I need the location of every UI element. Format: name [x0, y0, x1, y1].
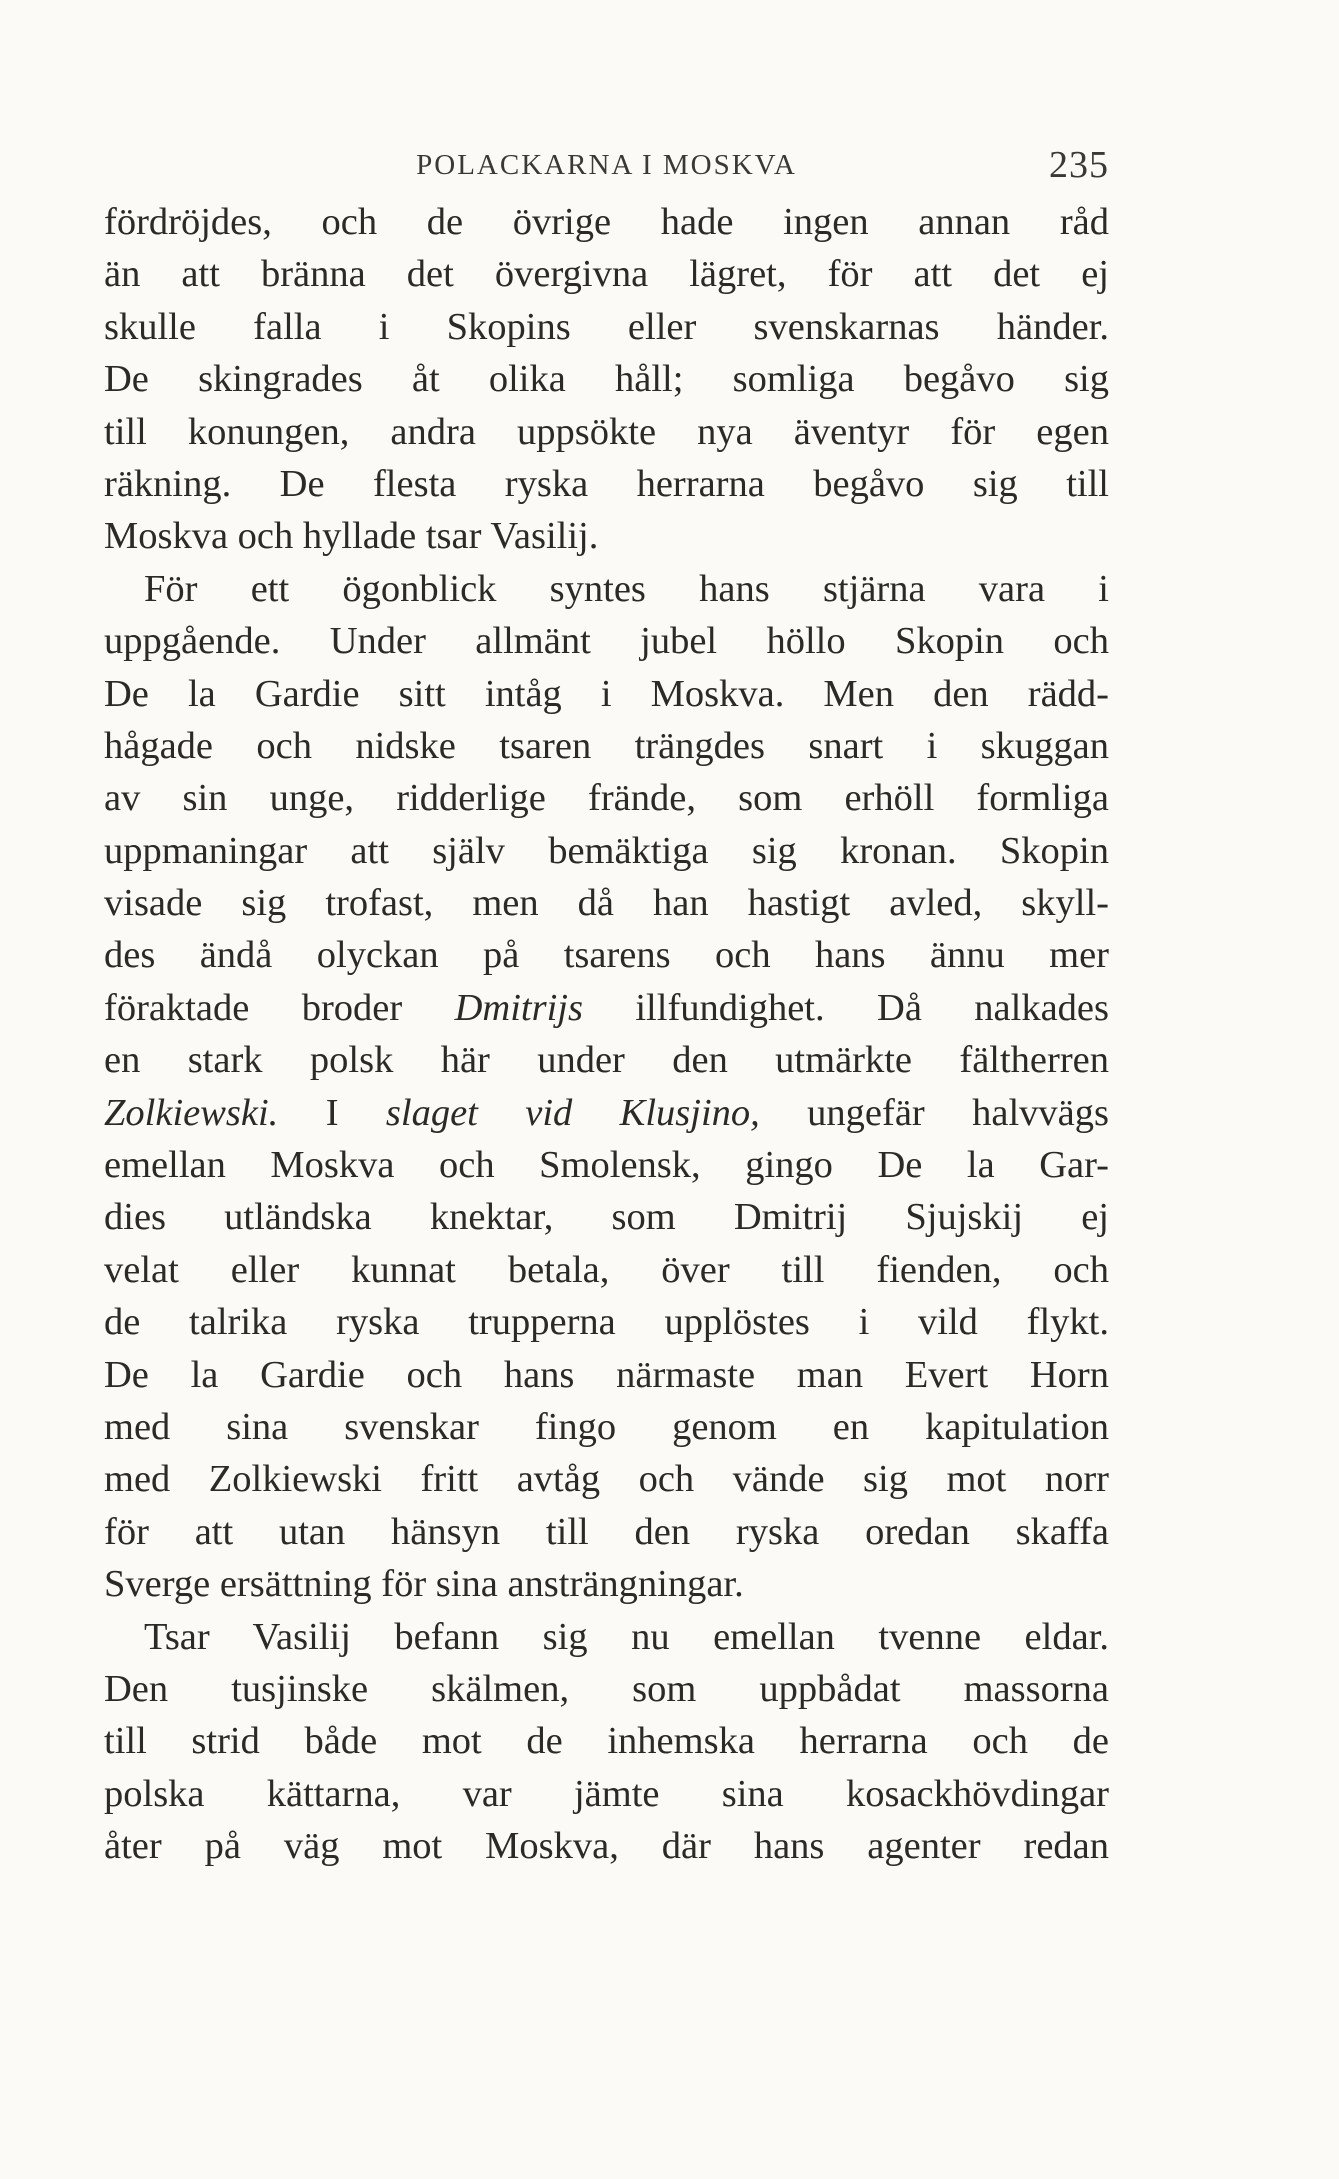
text-segment: De la Gardie och hans närmaste man Evert Horn	[104, 1353, 1109, 1396]
text-line	[104, 877, 1109, 929]
text-line	[104, 1715, 1109, 1767]
text-line	[104, 1244, 1109, 1296]
text-segment: föraktade broder	[104, 986, 455, 1029]
text-segment: med Zolkiewski fritt avtåg och vände sig mot norr	[104, 1458, 1109, 1501]
text-line	[104, 1191, 1109, 1243]
running-title: POLACKARNA I MOSKVA	[416, 149, 797, 181]
text-segment: de talrika ryska trupperna upplöstes i vild flykt.	[104, 1301, 1109, 1344]
text-line	[104, 406, 1109, 458]
text-segment: till konungen, andra uppsökte nya äventyr för egen	[104, 410, 1109, 453]
text-segment: uppgående. Under allmänt jubel höllo Skopin och	[104, 620, 1109, 663]
text-line	[104, 1139, 1109, 1191]
text-segment: för att utan hänsyn till den ryska oredan skaffa	[104, 1510, 1109, 1553]
page-number: 235	[1049, 144, 1109, 186]
text-segment: emellan Moskva och Smolensk, gingo De la Gar-	[104, 1144, 1109, 1187]
text-segment: Moskva och hyllade tsar Vasilij.	[104, 515, 599, 558]
text-line	[104, 615, 1109, 667]
text-segment: De skingrades åt olika håll; somliga begåvo sig	[104, 358, 1109, 401]
text-segment: hågade och nidske tsaren trängdes snart i skuggan	[104, 724, 1109, 767]
text-segment: med sina svenskar fingo genom en kapitulation	[104, 1405, 1109, 1448]
body-text	[104, 196, 1109, 1873]
italic-text-segment: Zolkiewski.	[104, 1091, 279, 1134]
text-segment: en stark polsk här under den utmärkte fältherren	[104, 1039, 1109, 1082]
text-segment: uppmaningar att själv bemäktiga sig kronan. Skopin	[104, 829, 1109, 872]
text-line	[104, 825, 1109, 877]
italic-text-segment: slaget vid Klusjino,	[385, 1091, 760, 1134]
text-line	[104, 458, 1109, 510]
text-line	[104, 1820, 1109, 1872]
text-line	[104, 353, 1109, 405]
text-segment: De la Gardie sitt intåg i Moskva. Men den rädd-	[104, 672, 1109, 715]
text-segment: ungefär halvvägs	[759, 1091, 1109, 1134]
text-line	[104, 563, 1109, 615]
text-segment: av sin unge, ridderlige frände, som erhöll formliga	[104, 777, 1109, 820]
text-segment: velat eller kunnat betala, över till fienden, och	[104, 1248, 1109, 1291]
text-line	[104, 1768, 1109, 1820]
text-segment: Den tusjinske skälmen, som uppbådat massorna	[104, 1667, 1109, 1710]
text-segment: skulle falla i Skopins eller svenskarnas händer.	[104, 305, 1109, 348]
text-line	[104, 196, 1109, 248]
text-line	[104, 301, 1109, 353]
text-line	[104, 1506, 1109, 1558]
text-line	[104, 1558, 1109, 1610]
text-segment: räkning. De flesta ryska herrarna begåvo sig till	[104, 462, 1109, 505]
text-segment: För ett ögonblick syntes hans stjärna vara i	[144, 567, 1109, 610]
text-segment: dies utländska knektar, som Dmitrij Sjujskij ej	[104, 1196, 1109, 1239]
text-segment: åter på väg mot Moskva, där hans agenter redan	[104, 1825, 1109, 1868]
text-line	[104, 929, 1109, 981]
text-line	[104, 1453, 1109, 1505]
text-segment: Tsar Vasilij befann sig nu emellan tvenne eldar.	[144, 1615, 1109, 1658]
text-segment: Sverge ersättning för sina ansträngningar.	[104, 1563, 744, 1606]
text-line	[104, 1401, 1109, 1453]
italic-text-segment: Dmitrijs	[454, 986, 583, 1029]
text-line	[104, 510, 1109, 562]
text-line	[104, 248, 1109, 300]
text-segment: än att bränna det övergivna lägret, för att det ej	[104, 253, 1109, 296]
text-line	[104, 1296, 1109, 1348]
text-segment: visade sig trofast, men då han hastigt avled, skyll-	[104, 882, 1109, 925]
text-segment: illfundighet. Då nalkades	[582, 986, 1109, 1029]
text-segment: des ändå olyckan på tsarens och hans ännu mer	[104, 934, 1109, 977]
text-line	[104, 772, 1109, 824]
running-head	[104, 143, 1109, 193]
text-line	[104, 982, 1109, 1034]
text-line	[104, 1349, 1109, 1401]
text-line	[104, 1611, 1109, 1663]
text-line	[104, 1034, 1109, 1086]
text-line	[104, 1087, 1109, 1139]
text-segment: till strid både mot de inhemska herrarna och de	[104, 1720, 1109, 1763]
text-segment: fördröjdes, och de övrige hade ingen annan råd	[104, 201, 1109, 243]
text-line	[104, 720, 1109, 772]
text-line	[104, 668, 1109, 720]
text-segment: I	[278, 1091, 386, 1134]
text-line	[104, 1663, 1109, 1715]
text-segment: polska kättarna, var jämte sina kosackhövdingar	[104, 1772, 1109, 1815]
